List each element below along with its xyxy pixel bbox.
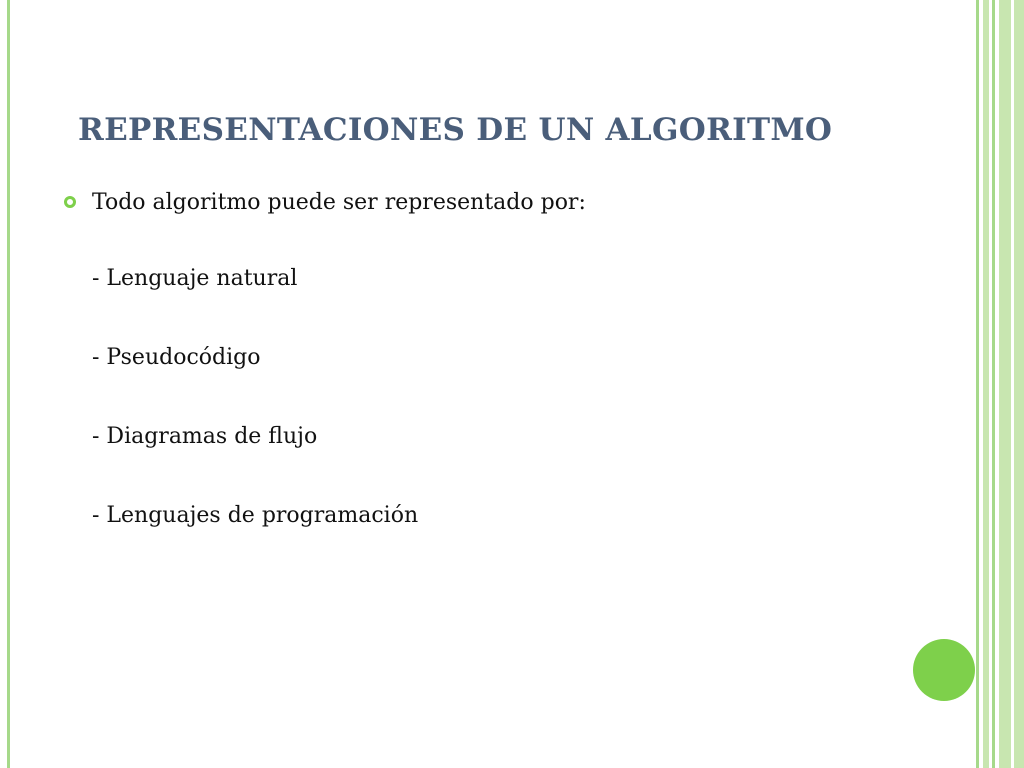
list-item-lenguajes-de-programacion: - Lenguajes de programación	[92, 503, 419, 528]
right-stripe-4	[999, 0, 1011, 768]
list-item-lenguaje-natural: - Lenguaje natural	[92, 266, 298, 291]
right-stripe-1	[976, 0, 979, 768]
list-item-diagramas-de-flujo: - Diagramas de flujo	[92, 424, 318, 449]
bullet-list	[60, 184, 920, 220]
slide-title: REPRESENTACIONES DE UN ALGORITMO	[78, 112, 833, 148]
hollow-circle-bullet-icon	[64, 196, 76, 208]
bullet-text: Todo algoritmo puede ser representado por:	[92, 189, 586, 215]
right-stripe-2	[983, 0, 989, 768]
right-stripe-3	[992, 0, 995, 768]
green-circle-decoration	[913, 639, 975, 701]
bullet-item	[60, 184, 920, 220]
right-stripe-5	[1014, 0, 1024, 768]
list-item-pseudocodigo: - Pseudocódigo	[92, 345, 261, 370]
left-border-line	[7, 0, 10, 768]
